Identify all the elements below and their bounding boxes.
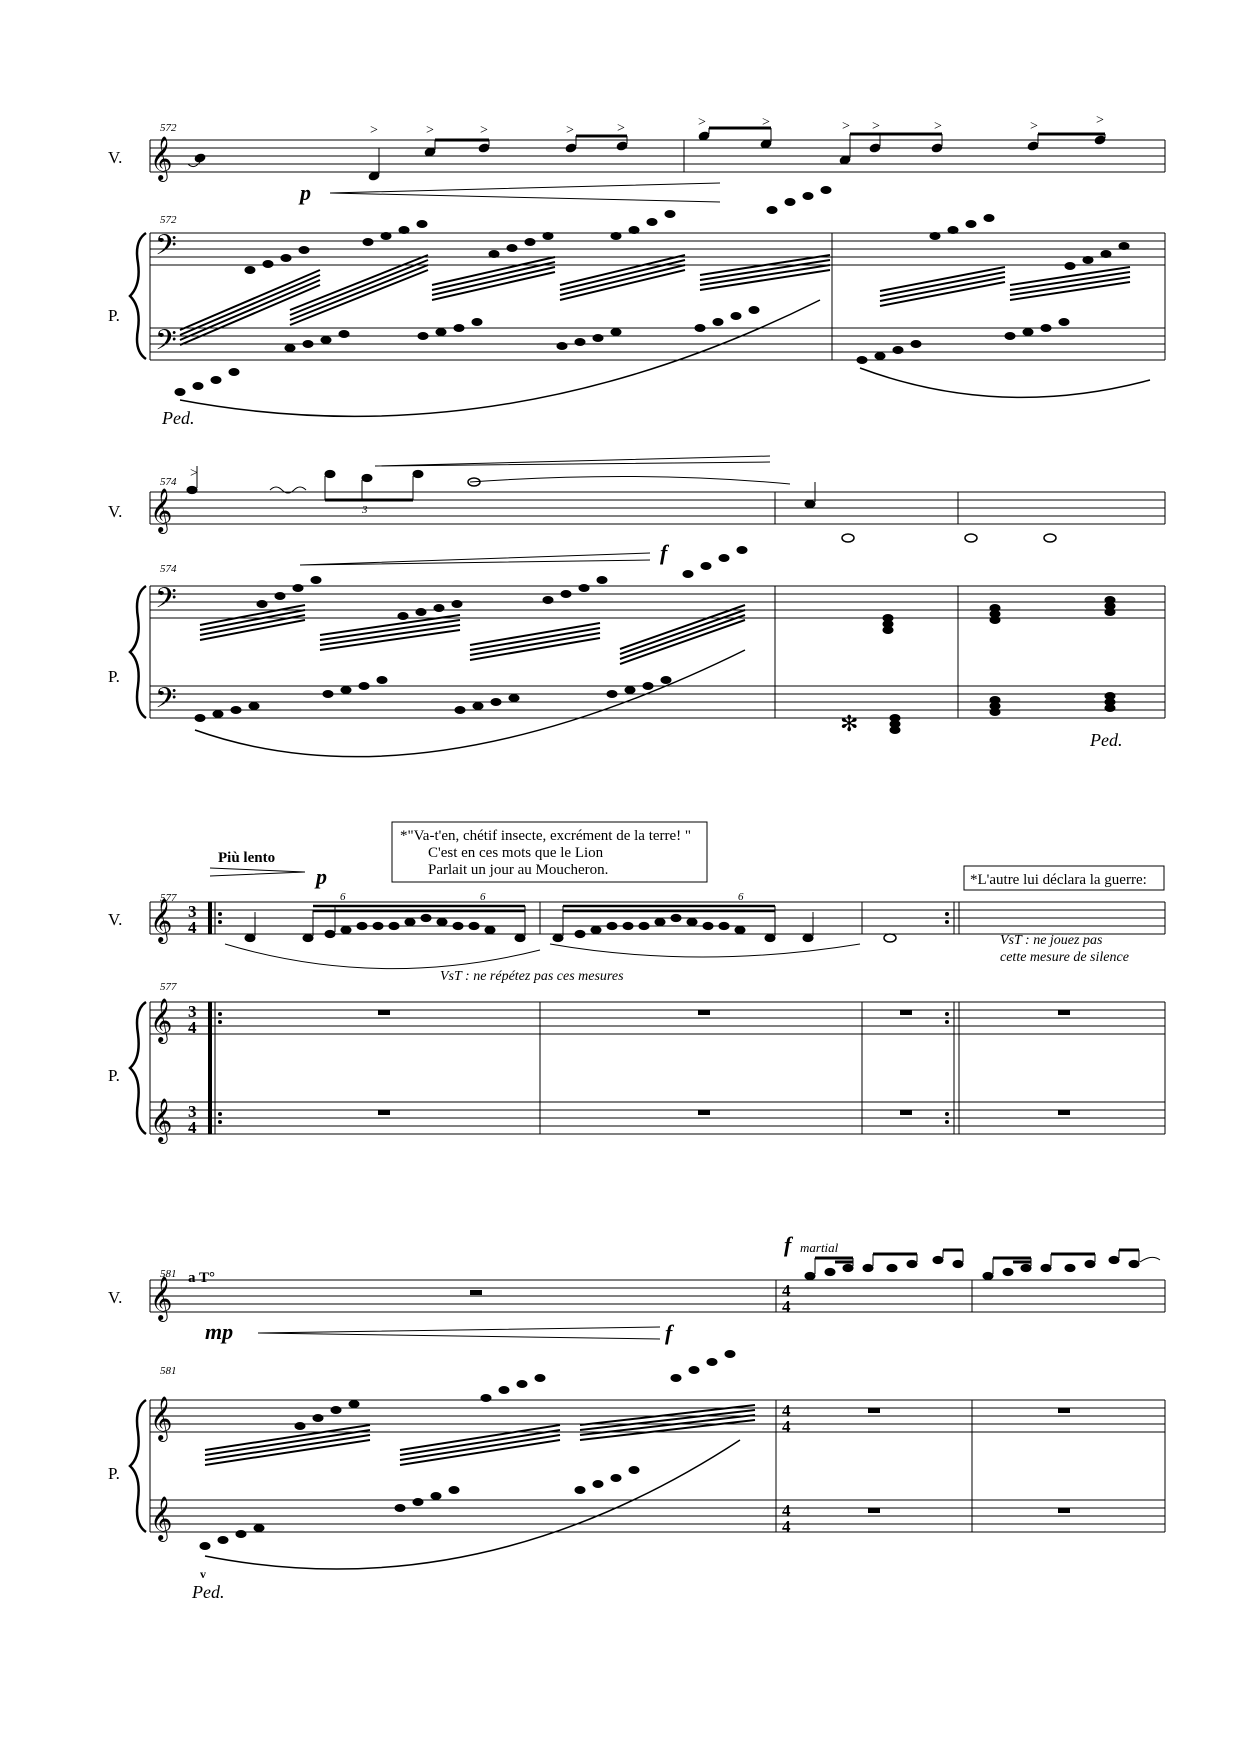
system-577	[108, 822, 1165, 1144]
time-signature-top: 4	[782, 1501, 791, 1520]
treble-clef-icon: 𝄞	[150, 490, 173, 532]
measure-number: 574	[160, 476, 177, 488]
phrase-slur	[860, 368, 1150, 397]
violin-notes	[245, 906, 896, 942]
svg-text:>: >	[842, 119, 850, 134]
violin-label: V.	[108, 910, 123, 929]
dynamic-marking: f	[665, 1320, 673, 1345]
violin-label: V.	[108, 148, 123, 167]
sextuplet-number: 6	[738, 891, 744, 903]
piano-label: P.	[108, 667, 120, 686]
system-574	[108, 456, 1165, 757]
time-signature-top: 3	[188, 902, 197, 921]
measure-number: 581	[160, 1268, 177, 1280]
system-572	[108, 113, 1165, 428]
svg-text:>: >	[934, 119, 942, 134]
pedal-marking: Ped.	[162, 408, 195, 428]
svg-text:>: >	[480, 123, 488, 138]
triplet-number: 3	[362, 504, 368, 516]
violin-staff	[150, 1280, 1165, 1312]
bass-clef-icon: 𝄢	[155, 584, 177, 621]
time-signature-top: 4	[782, 1401, 791, 1420]
dynamic-marking: f	[784, 1232, 792, 1257]
svg-text:>: >	[698, 115, 706, 130]
phrase-slur	[225, 944, 540, 969]
tempo-marking: a T°	[188, 1270, 215, 1286]
time-signature-top: 3	[188, 1102, 197, 1121]
measure-number: 572	[160, 214, 177, 226]
piano-brace	[130, 586, 146, 718]
whole-rest	[470, 1290, 482, 1295]
measure-number: 577	[160, 892, 177, 904]
accent-marks	[370, 113, 1104, 138]
svg-text:>: >	[1096, 113, 1104, 128]
violin-staff	[150, 140, 1165, 172]
phrase-slur	[195, 650, 745, 757]
measure-number: 581	[160, 1365, 177, 1377]
treble-clef-icon: 𝄞	[150, 138, 173, 180]
time-signature-bottom: 4	[782, 1517, 791, 1536]
treble-clef-icon: 𝄞	[150, 1398, 173, 1440]
phrase-slur	[205, 1440, 740, 1569]
sextuplet-number: 6	[340, 891, 346, 903]
treble-clef-icon: 𝄞	[150, 1278, 173, 1320]
piano-staves	[150, 1002, 1165, 1134]
dynamic-marking: f	[660, 540, 668, 565]
arpeggio-figures	[175, 187, 1130, 396]
time-signature-top: 3	[188, 1002, 197, 1021]
poem-line-1: *"Va-t'en, chétif insecte, excrément de la terre! "	[400, 828, 692, 844]
piano-staves	[150, 1400, 1165, 1532]
piano-label: P.	[108, 1464, 120, 1483]
pedal-release-icon: ✻	[840, 711, 859, 736]
phrase-slur	[180, 300, 820, 416]
poem-line-2: C'est en ces mots que le Lion	[428, 845, 604, 861]
svg-text:>: >	[762, 115, 770, 130]
arpeggio-figures	[200, 1351, 755, 1550]
side-annotation-text: *L'autre lui déclara la guerre:	[970, 872, 1147, 888]
violin-notes	[187, 466, 1056, 542]
bass-clef-icon: 𝄢	[155, 231, 177, 268]
violin-notes	[188, 128, 1106, 181]
dynamic-marking: p	[300, 180, 311, 205]
time-signature-bottom: 4	[188, 918, 197, 937]
time-signature-bottom: 4	[188, 1018, 197, 1037]
piano-label: P.	[108, 306, 120, 325]
svg-text:>: >	[1030, 119, 1038, 134]
measure-number: 574	[160, 563, 177, 575]
violin-label: V.	[108, 502, 123, 521]
measure-number: 572	[160, 122, 177, 134]
tie	[1140, 1257, 1160, 1262]
svg-text:>: >	[426, 123, 434, 138]
svg-text:>: >	[617, 121, 625, 136]
piano-brace	[130, 233, 146, 359]
decrescendo-hairpin	[210, 868, 305, 876]
crescendo-hairpin	[375, 456, 770, 466]
treble-clef-icon: 𝄞	[150, 1000, 173, 1042]
crescendo-hairpin	[300, 553, 650, 565]
accent-mark: >	[190, 466, 198, 481]
poem-line-3: Parlait un jour au Moucheron.	[428, 862, 609, 878]
tie	[470, 476, 790, 484]
repeat-signs	[210, 1002, 949, 1134]
performance-note: VsT : ne jouez pas	[1000, 933, 1103, 948]
svg-text:>: >	[566, 123, 574, 138]
piano-brace	[130, 1400, 146, 1532]
violin-label: V.	[108, 1288, 123, 1307]
dynamic-marking: mp	[205, 1319, 234, 1344]
piano-brace	[130, 1002, 146, 1134]
violin-staff	[150, 492, 1165, 524]
time-signature-top: 4	[782, 1281, 791, 1300]
pedal-marking: Ped.	[1090, 730, 1123, 750]
violin-notes	[805, 1250, 1139, 1280]
tempo-marking: Più lento	[218, 850, 276, 866]
time-signature-bottom: 4	[782, 1297, 791, 1316]
svg-text:>: >	[872, 119, 880, 134]
system-581	[108, 1232, 1165, 1602]
performance-note: cette mesure de silence	[1000, 950, 1129, 965]
pedal-marking: Ped.	[192, 1582, 225, 1602]
treble-clef-icon: 𝄞	[150, 1100, 173, 1142]
arpeggio-figures	[195, 547, 1115, 734]
performance-note: VsT : ne répétez pas ces mesures	[440, 969, 624, 984]
dynamic-marking: p	[316, 864, 327, 889]
measure-number: 577	[160, 981, 177, 993]
bass-clef-icon: 𝄢	[155, 684, 177, 721]
svg-text:>: >	[370, 123, 378, 138]
phrase-slur	[550, 944, 860, 957]
bass-clef-icon: 𝄢	[155, 326, 177, 363]
treble-clef-icon: 𝄞	[150, 1498, 173, 1540]
time-signature-bottom: 4	[782, 1417, 791, 1436]
time-signature-bottom: 4	[188, 1118, 197, 1137]
piano-label: P.	[108, 1066, 120, 1085]
crescendo-hairpin	[330, 183, 720, 202]
expression-marking: martial	[800, 1240, 839, 1255]
treble-clef-icon: 𝄞	[150, 900, 173, 942]
accent-mark: v	[200, 1567, 206, 1581]
crescendo-hairpin	[258, 1327, 660, 1339]
sextuplet-number: 6	[480, 891, 486, 903]
